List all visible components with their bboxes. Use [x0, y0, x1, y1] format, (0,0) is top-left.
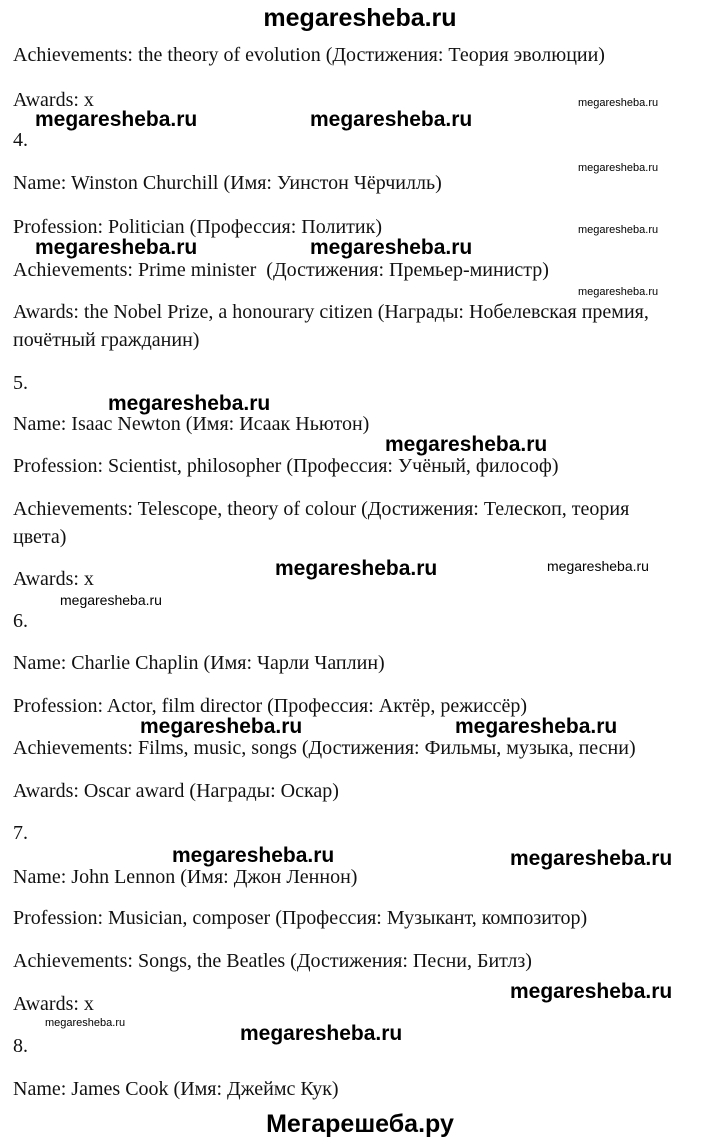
watermark: megaresheba.ru — [578, 162, 659, 174]
text-line: Name: Winston Churchill (Имя: Уинстон Чёрчилль) — [13, 172, 442, 194]
text-line: Achievements: Songs, the Beatles (Достижения: Песни, Битлз) — [13, 950, 532, 972]
watermark: megaresheba.ru — [455, 715, 618, 738]
text-line: Name: Isaac Newton (Имя: Исаак Ньютон) — [13, 413, 370, 435]
watermark: megaresheba.ru — [310, 108, 473, 131]
text-line: Awards: x — [13, 89, 94, 111]
text-line: Profession: Scientist, philosopher (Профессия: Учёный, философ) — [13, 455, 559, 477]
watermark: megaresheba.ru — [172, 844, 335, 867]
text-line: Achievements: the theory of evolution (Достижения: Теория эволюции) — [13, 44, 605, 66]
watermark: megaresheba.ru — [35, 236, 198, 259]
text-line: почётный гражданин) — [13, 329, 200, 351]
text-line: 7. — [13, 822, 28, 844]
site-footer: Мегарешеба.ру — [266, 1110, 454, 1138]
text-line: Awards: Oscar award (Награды: Оскар) — [13, 780, 339, 802]
text-line: Name: James Cook (Имя: Джеймс Кук) — [13, 1078, 339, 1100]
text-line: Profession: Musician, composer (Профессия: Музыкант, композитор) — [13, 907, 588, 929]
watermark: megaresheba.ru — [578, 286, 659, 298]
watermark: megaresheba.ru — [578, 224, 659, 236]
text-line: 4. — [13, 129, 28, 151]
text-line: Awards: x — [13, 568, 94, 590]
watermark: megaresheba.ru — [385, 433, 548, 456]
watermark: megaresheba.ru — [45, 1017, 126, 1029]
watermark: megaresheba.ru — [547, 558, 649, 574]
text-line: Name: John Lennon (Имя: Джон Леннон) — [13, 866, 358, 888]
watermark: megaresheba.ru — [35, 108, 198, 131]
text-line: Profession: Politician (Профессия: Политик) — [13, 216, 382, 238]
text-line: 8. — [13, 1035, 28, 1057]
watermark: megaresheba.ru — [140, 715, 303, 738]
watermark: megaresheba.ru — [510, 847, 673, 870]
watermark: megaresheba.ru — [240, 1022, 403, 1045]
watermark: megaresheba.ru — [60, 592, 162, 608]
text-line: 6. — [13, 610, 28, 632]
watermark: megaresheba.ru — [510, 980, 673, 1003]
text-line: Achievements: Prime minister (Достижения: Премьер-министр) — [13, 259, 549, 281]
text-line: Awards: the Nobel Prize, a honourary citizen (Награды: Нобелевская премия, — [13, 301, 649, 323]
text-line: Awards: x — [13, 993, 94, 1015]
watermark: megaresheba.ru — [310, 236, 473, 259]
site-header: megaresheba.ru — [263, 4, 457, 32]
text-line: цвета) — [13, 526, 67, 548]
text-line: Achievements: Films, music, songs (Достижения: Фильмы, музыка, песни) — [13, 737, 636, 759]
text-line: Achievements: Telescope, theory of colour (Достижения: Телескоп, теория — [13, 498, 630, 520]
watermark: megaresheba.ru — [578, 97, 659, 109]
text-line: Profession: Actor, film director (Профессия: Актёр, режиссёр) — [13, 695, 528, 717]
text-line: Name: Charlie Chaplin (Имя: Чарли Чаплин) — [13, 652, 385, 674]
watermark: megaresheba.ru — [275, 557, 438, 580]
text-line: 5. — [13, 372, 28, 394]
watermark: megaresheba.ru — [108, 392, 271, 415]
